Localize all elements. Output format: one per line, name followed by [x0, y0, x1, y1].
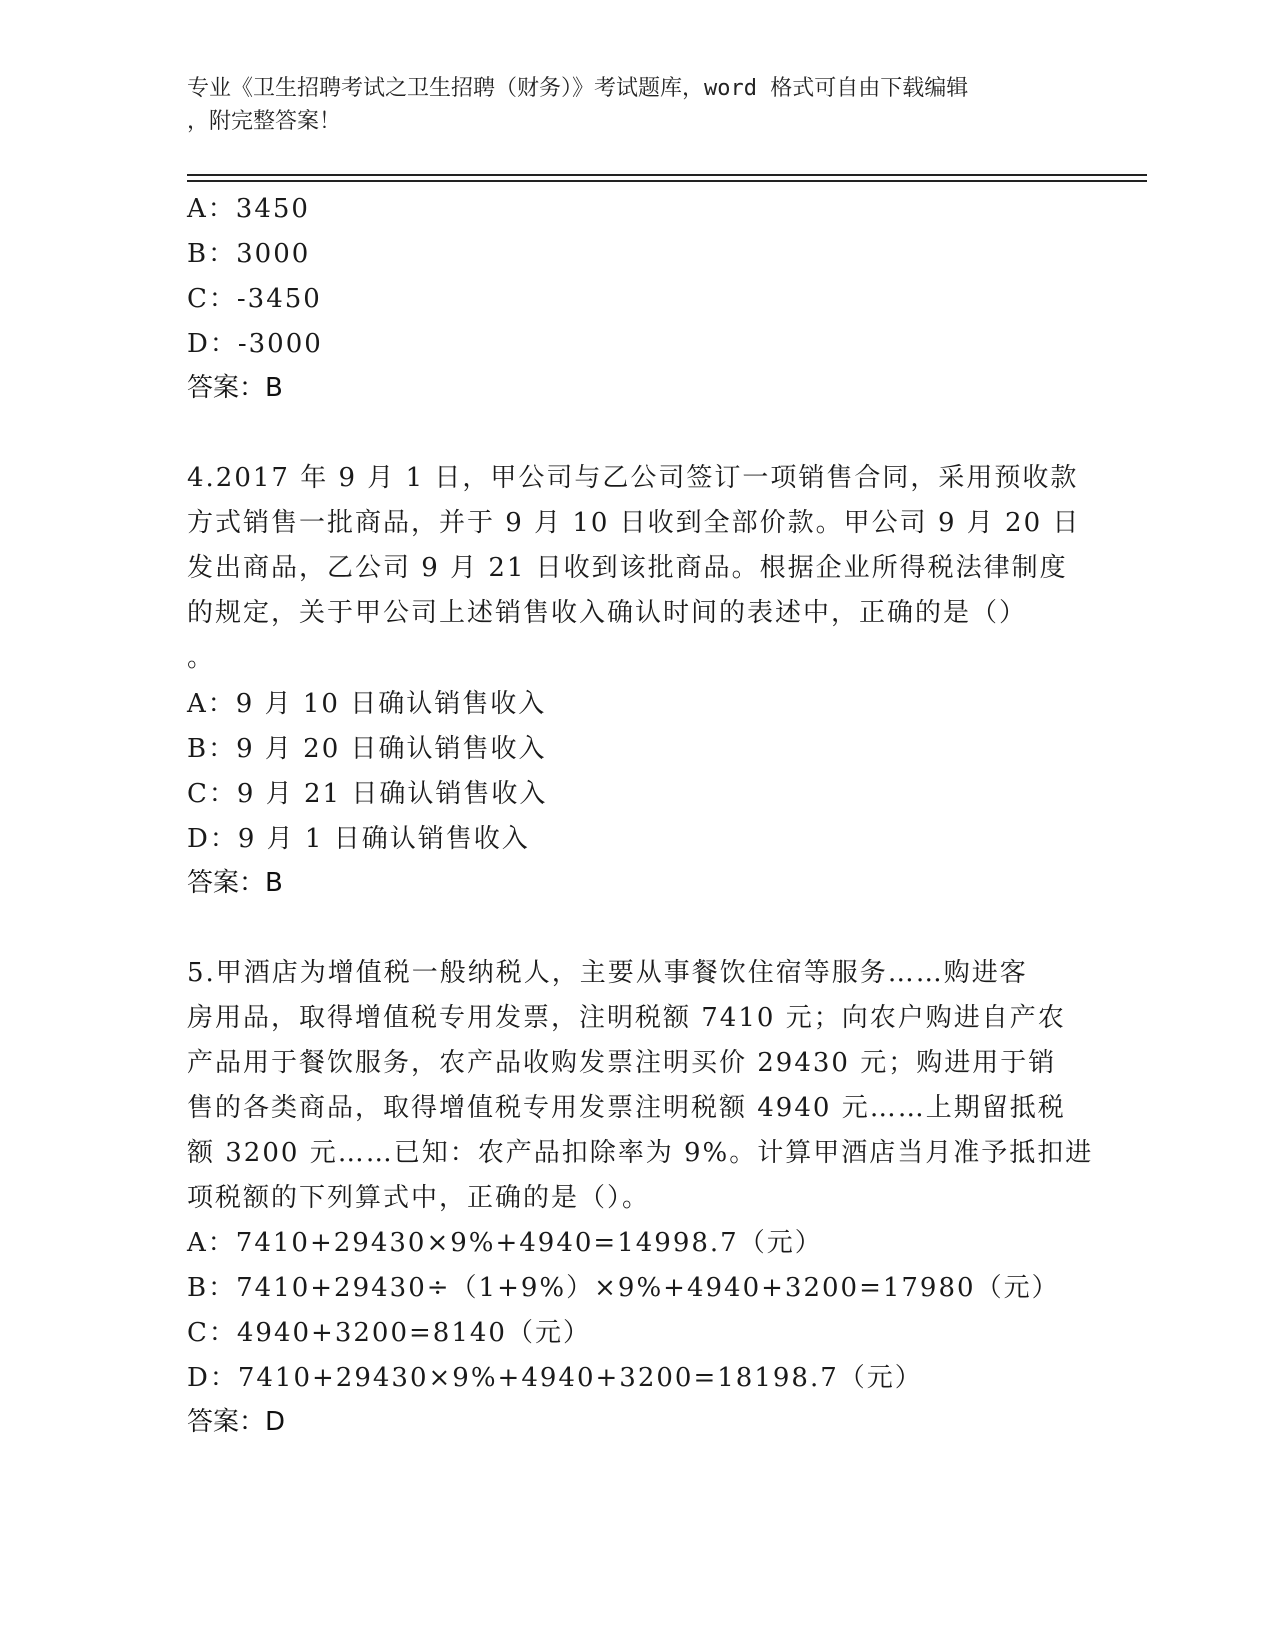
header-divider-bottom — [187, 180, 1147, 182]
document-header — [187, 72, 1067, 138]
q3-option-b: B：3000 — [187, 239, 311, 269]
q4-stem-line-1: 4.2017 年 9 月 1 日，甲公司与乙公司签订一项销售合同，采用预收款 — [187, 463, 1079, 493]
q5-answer: 答案：D — [187, 1407, 286, 1437]
q5-stem-line-1: 5.甲酒店为增值税一般纳税人，主要从事餐饮住宿等服务……购进客 — [187, 958, 1028, 988]
q5-stem-line-3: 产品用于餐饮服务，农产品收购发票注明买价 29430 元；购进用于销 — [187, 1048, 1057, 1078]
header-divider-top — [187, 174, 1147, 176]
q4-option-c: C：9 月 21 日确认销售收入 — [187, 779, 548, 809]
q4-answer: 答案：B — [187, 868, 283, 898]
q3-option-c: C：-3450 — [187, 284, 322, 314]
q5-stem-line-2: 房用品，取得增值税专用发票，注明税额 7410 元；向农户购进自产农 — [187, 1003, 1066, 1033]
q4-stem-line-4: 的规定，关于甲公司上述销售收入确认时间的表述中，正确的是（） — [187, 598, 1028, 628]
q3-option-d: D：-3000 — [187, 329, 323, 359]
header-line-1: 专业《卫生招聘考试之卫生招聘（财务）》考试题库，word 格式可自由下载编辑 — [187, 76, 969, 101]
q4-stem-line-2: 方式销售一批商品，并于 9 月 10 日收到全部价款。甲公司 9 月 20 日 — [187, 508, 1081, 538]
q4-option-b: B：9 月 20 日确认销售收入 — [187, 734, 547, 764]
q4-stem-line-5: 。 — [187, 643, 216, 673]
q5-stem-line-4: 售的各类商品，取得增值税专用发票注明税额 4940 元……上期留抵税 — [187, 1093, 1066, 1123]
q5-stem-line-5: 额 3200 元……已知：农产品扣除率为 9%。计算甲酒店当月准予抵扣进 — [187, 1138, 1094, 1168]
q3-option-a: A：3450 — [187, 194, 310, 224]
q4-option-a: A：9 月 10 日确认销售收入 — [187, 689, 547, 719]
q5-option-b: B：7410+29430÷（1+9%）×9%+4940+3200=17980（元） — [187, 1273, 1060, 1303]
q3-answer: 答案：B — [187, 373, 283, 403]
q5-option-c: C：4940+3200=8140（元） — [187, 1318, 591, 1348]
q5-stem-line-6: 项税额的下列算式中，正确的是（）。 — [187, 1183, 651, 1213]
q5-option-a: A：7410+29430×9%+4940=14998.7（元） — [187, 1228, 823, 1258]
q4-stem-line-3: 发出商品，乙公司 9 月 21 日收到该批商品。根据企业所得税法律制度 — [187, 553, 1068, 583]
q4-option-d: D：9 月 1 日确认销售收入 — [187, 824, 530, 854]
q5-option-d: D：7410+29430×9%+4940+3200=18198.7（元） — [187, 1363, 923, 1393]
header-line-2: ，附完整答案！ — [187, 109, 342, 134]
